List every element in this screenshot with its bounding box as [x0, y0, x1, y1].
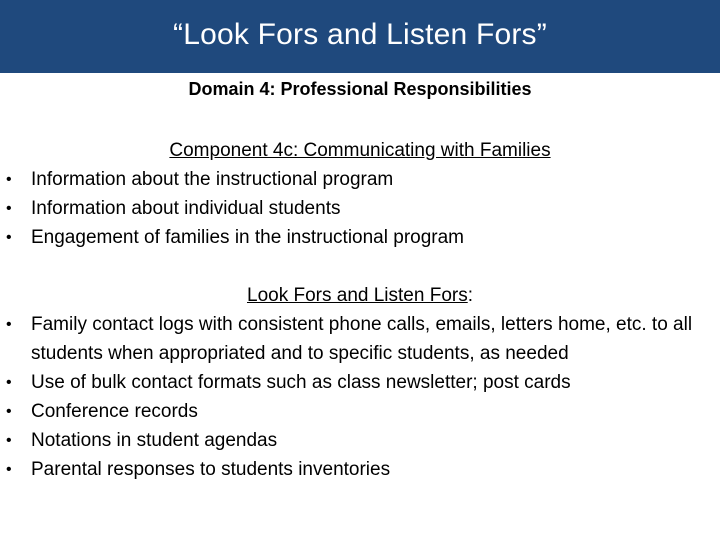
- bullet-icon: •: [6, 432, 12, 449]
- component-list: [0, 165, 720, 252]
- look-fors-heading: [0, 281, 720, 310]
- list-item: • Notations in student agendas: [0, 426, 720, 455]
- look-fors-list: [0, 310, 720, 484]
- component-heading-text: Component 4c: Communicating with Families: [169, 140, 551, 161]
- bullet-icon: •: [6, 403, 12, 420]
- bullet-icon: •: [6, 374, 12, 391]
- list-item: • Family contact logs with consistent phone calls, emails, letters home, etc. to all students when appropriated and to specific students, as needed: [0, 310, 720, 368]
- list-item: • Information about the instructional program: [0, 165, 720, 194]
- bullet-icon: •: [6, 229, 12, 246]
- look-fors-heading-text: Look Fors and Listen Fors: [247, 285, 468, 306]
- domain-subtitle: Domain 4: Professional Responsibilities: [188, 79, 532, 99]
- bullet-icon: •: [6, 200, 12, 217]
- slide-title: “Look Fors and Listen Fors”: [173, 17, 547, 51]
- list-item: • Engagement of families in the instructional program: [0, 223, 720, 252]
- section-spacer: [0, 252, 720, 281]
- title-bar: [0, 0, 720, 73]
- list-item: • Use of bulk contact formats such as class newsletter; post cards: [0, 368, 720, 397]
- component-heading: [0, 136, 720, 165]
- list-item: • Conference records: [0, 397, 720, 426]
- list-item: • Information about individual students: [0, 194, 720, 223]
- bullet-icon: •: [6, 316, 12, 333]
- bullet-icon: •: [6, 461, 12, 478]
- look-fors-heading-colon: :: [467, 285, 473, 306]
- bullet-icon: •: [6, 171, 12, 188]
- list-item: • Parental responses to students inventories: [0, 455, 720, 484]
- slide-content: [0, 136, 720, 484]
